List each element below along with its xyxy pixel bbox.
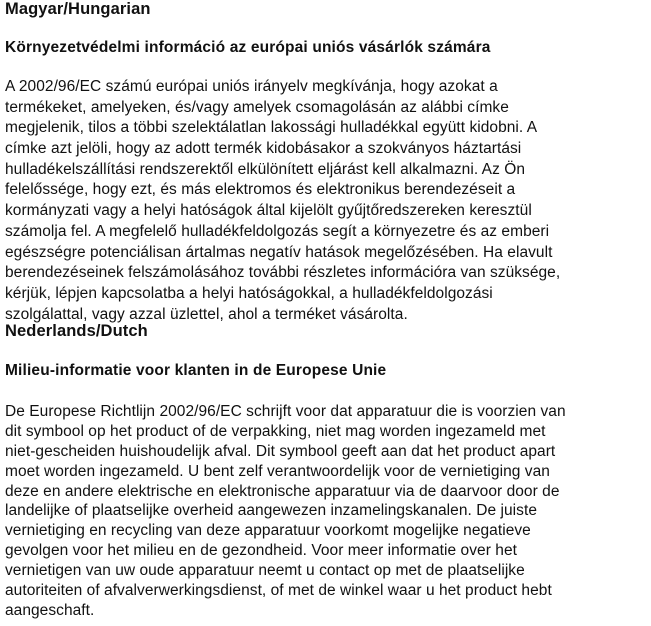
paragraph-line: címke azt jelöli, hogy az adott termék kidobásakor a szokványos háztartási — [5, 140, 522, 158]
paragraph-line: berendezéseinek felszámolásához további részletes információra van szüksége, — [5, 264, 561, 282]
paragraph-line: gevolgen voor het milieu en de gezondheid. Voor meer informatie over het — [5, 542, 517, 560]
hungarian-paragraph — [5, 77, 560, 325]
dutch-section-title: Milieu-informatie voor klanten in de Europese Unie — [5, 362, 387, 379]
paragraph-line: niet-gescheiden huishoudelijk afval. Dit symbool geeft aan dat het product apart — [5, 442, 556, 460]
paragraph-line: kormányzati vagy a helyi hatóságok által kijelölt gyűjtőredszereken keresztül — [5, 202, 532, 220]
paragraph-line: számolja fel. A megfelelő hulladékfeldolgozás segít a környezetre és az emberi — [5, 222, 550, 240]
paragraph-line: moet worden ingezameld. U bent zelf verantwoordelijk voor de vernietiging van — [5, 462, 550, 480]
paragraph-line: vernietigen van uw oude apparatuur neemt u contact op met de plaatselijke — [5, 562, 525, 580]
paragraph-line: felelőssége, hogy ezt, és más elektromos és elektronikus berendezéseit a — [5, 181, 516, 199]
paragraph-line: termékeket, amelyeken, és/vagy amelyek csomagolásán az alábbi címke — [5, 98, 509, 116]
paragraph-line: megjelenik, tilos a többi szelektálatlan lakossági hulladékkal együtt kidobni. A — [5, 119, 538, 137]
hungarian-language-heading: Magyar/Hungarian — [5, 0, 151, 18]
paragraph-line: hulladékelszállítási rendszerektől elkülönített eljárást kell alkalmazni. Az Ön — [5, 160, 526, 178]
paragraph-line: landelijke of plaatselijke overheid aangewezen inzamelingskanalen. De juiste — [5, 502, 537, 520]
dutch-paragraph — [5, 402, 566, 621]
dutch-language-heading: Nederlands/Dutch — [5, 322, 148, 340]
hungarian-section-title: Környezetvédelmi információ az európai uniós vásárlók számára — [5, 39, 491, 56]
paragraph-line: deze en andere elektrische en elektronische apparatuur via de daarvoor door de — [5, 482, 560, 500]
paragraph-line: De Europese Richtlijn 2002/96/EC schrijft voor dat apparatuur die is voorzien van — [5, 403, 566, 420]
paragraph-line: aangeschaft. — [5, 601, 95, 619]
paragraph-line: szolgálattal, vagy azzal üzlettel, ahol a terméket vásárolta. — [5, 305, 408, 323]
paragraph-line: A 2002/96/EC számú európai uniós irányelv megkívánja, hogy azokat a — [5, 78, 498, 95]
paragraph-line: vernietiging en recycling van deze apparatuur voorkomt mogelijke negatieve — [5, 522, 531, 540]
paragraph-line: kérjük, lépjen kapcsolatba a helyi hatóságokkal, a hulladékfeldolgozási — [5, 284, 493, 302]
paragraph-line: autoriteiten of afvalverwerkingsdienst, of met de winkel waar u het product hebt — [5, 582, 552, 600]
paragraph-line: dit symbool op het product of de verpakking, niet mag worden ingezameld met — [5, 422, 546, 440]
paragraph-line: egészségre potenciálisan ártalmas negatív hatások megelőzésében. Ha elavult — [5, 243, 553, 261]
